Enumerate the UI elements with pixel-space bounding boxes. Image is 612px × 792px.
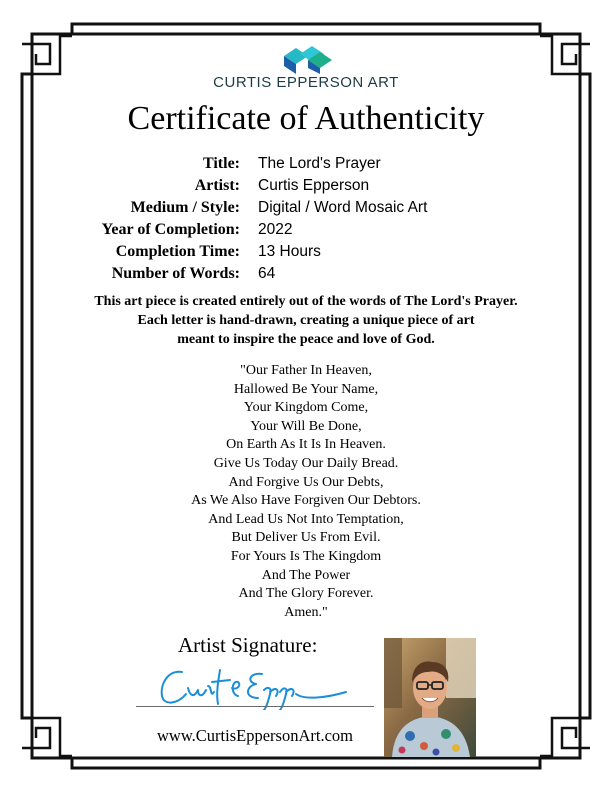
statement-line: Each letter is hand-drawn, creating a unique piece of art [137,313,475,328]
statement-line: meant to inspire the peace and love of God. [177,332,435,347]
prayer-line: And Forgive Us Our Debts, [228,474,384,490]
certificate-title: Certificate of Authenticity [127,100,485,137]
prayer-line: Your Kingdom Come, [243,400,369,416]
prayer-line: On Earth As It Is In Heaven. [226,437,386,453]
art-statement [40,292,572,349]
statement-line: This art piece is created entirely out of the words of The Lord's Prayer. [94,294,518,309]
field-value: The Lord's Prayer [258,155,381,172]
field-label: Number of Words: [111,265,240,282]
prayer-line: "Our Father In Heaven, [240,363,372,378]
prayer-line: And Lead Us Not Into Temptation, [208,511,404,527]
prayer-line: And The Power [261,567,351,583]
brand-name: CURTIS EPPERSON ART [213,74,399,91]
artist-photo-icon [384,638,476,757]
prayer-text [130,362,482,622]
brand-logo [0,44,612,94]
field-label: Artist: [194,177,240,194]
field-label: Title: [202,155,240,172]
field-label: Year of Completion: [101,221,240,238]
field-value: 2022 [258,221,293,238]
field-word-count [0,263,612,285]
prayer-line: Give Us Today Our Daily Bread. [213,455,399,471]
field-value: 64 [258,265,276,282]
field-label: Medium / Style: [130,199,240,216]
prayer-line: As We Also Have Forgiven Our Debtors. [191,493,421,509]
artist-photo [384,638,476,757]
prayer-line: Hallowed Be Your Name, [233,381,379,397]
field-value: Curtis Epperson [258,177,370,194]
field-title [0,153,612,175]
field-completion-time [0,241,612,263]
field-label: Completion Time: [115,243,240,260]
field-value: Digital / Word Mosaic Art [258,199,428,216]
prayer-line: But Deliver Us From Evil. [231,530,381,546]
cea-cube-logo-icon [278,44,334,74]
website-url: www.CurtisEppersonArt.com [157,726,353,745]
prayer-line: For Yours Is The Kingdom [230,548,382,564]
field-value: 13 Hours [258,243,321,260]
prayer-line: And The Glory Forever. [238,586,374,602]
field-artist [0,175,612,197]
signature-line [136,706,374,707]
prayer-line: Amen." [284,604,328,620]
artist-signature [150,664,350,710]
field-medium-style [0,197,612,219]
prayer-line: Your Will Be Done, [250,418,362,434]
field-year [0,219,612,241]
signature-heading: Artist Signature: [178,633,318,657]
